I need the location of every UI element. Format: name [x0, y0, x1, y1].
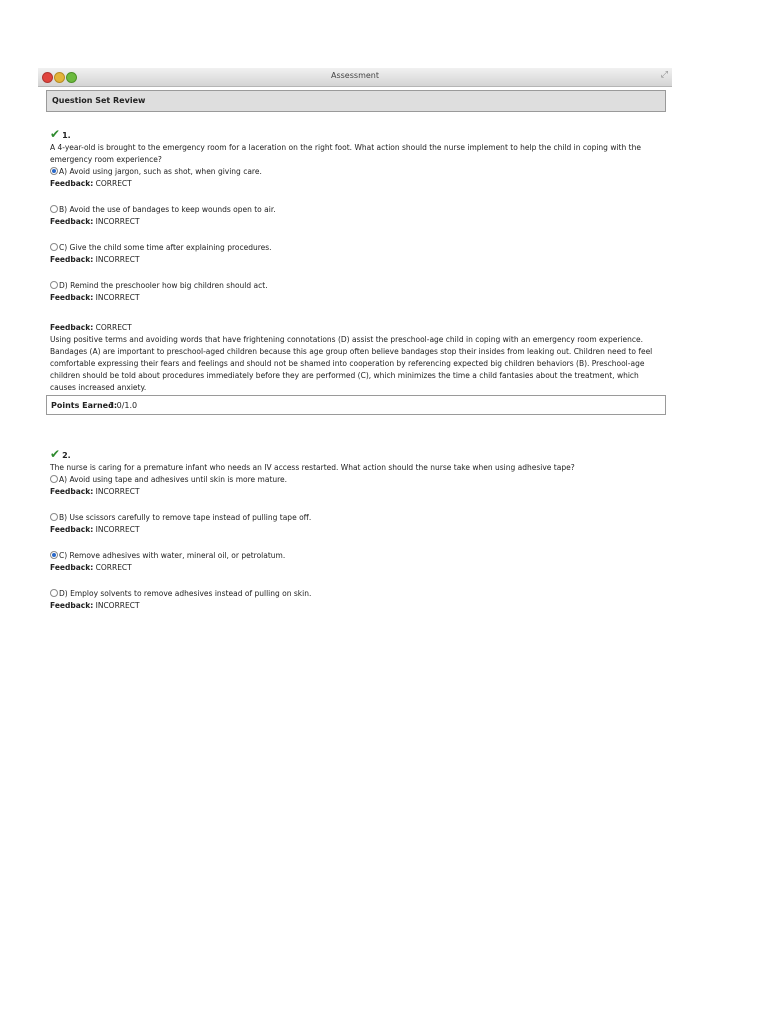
option-label: C) Remove adhesives with water, mineral oil, or petrolatum.	[59, 551, 286, 560]
option-c[interactable]	[50, 550, 660, 562]
assessment-window	[38, 68, 672, 630]
radio-icon[interactable]	[50, 243, 58, 251]
summary-feedback: Feedback: CORRECT	[50, 323, 132, 332]
option-b[interactable]	[50, 512, 660, 524]
checkmark-icon: ✔	[50, 447, 61, 461]
option-label: B) Use scissors carefully to remove tape instead of pulling tape off.	[59, 513, 312, 522]
points-label: Points Earned:	[51, 401, 118, 410]
option-label: A) Avoid using tape and adhesives until skin is more mature.	[59, 475, 288, 484]
radio-selected-icon[interactable]	[50, 167, 58, 175]
option-a[interactable]	[50, 166, 660, 178]
option-feedback: Feedback: INCORRECT	[50, 293, 140, 302]
option-feedback: Feedback: INCORRECT	[50, 255, 140, 264]
option-d[interactable]	[50, 280, 660, 292]
question-stem: The nurse is caring for a premature infant who needs an IV access restarted. What action should the nurse take when using adhesive tape?	[50, 463, 575, 472]
option-label: B) Avoid the use of bandages to keep wounds open to air.	[59, 205, 276, 214]
option-d[interactable]	[50, 588, 660, 600]
radio-icon[interactable]	[50, 589, 58, 597]
checkmark-icon: ✔	[50, 127, 61, 141]
option-label: D) Remind the preschooler how big children should act.	[59, 281, 268, 290]
question-number: 1.	[62, 131, 71, 140]
radio-selected-icon[interactable]	[50, 551, 58, 559]
radio-icon[interactable]	[50, 205, 58, 213]
option-label: A) Avoid using jargon, such as shot, when giving care.	[59, 167, 262, 176]
option-feedback: Feedback: INCORRECT	[50, 525, 140, 534]
option-feedback: Feedback: INCORRECT	[50, 217, 140, 226]
resize-icon[interactable]: ⤢	[660, 70, 668, 80]
title-bar	[38, 68, 672, 87]
radio-icon[interactable]	[50, 475, 58, 483]
question-stem: A 4-year-old is brought to the emergency room for a laceration on the right foot. What action should the nurse implement to help the child in coping with the emergency room experience?	[50, 143, 641, 164]
points-value: 1.0/1.0	[109, 401, 138, 410]
option-feedback: Feedback: CORRECT	[50, 179, 132, 188]
window-title: Assessment	[331, 71, 379, 80]
option-feedback: Feedback: INCORRECT	[50, 487, 140, 496]
option-feedback: Feedback: INCORRECT	[50, 601, 140, 610]
option-c[interactable]	[50, 242, 660, 254]
question-set-header	[46, 90, 666, 112]
radio-icon[interactable]	[50, 513, 58, 521]
question-set-title: Question Set Review	[52, 96, 146, 105]
question-number: 2.	[62, 451, 71, 460]
option-label: C) Give the child some time after explaining procedures.	[59, 243, 272, 252]
option-feedback: Feedback: CORRECT	[50, 563, 132, 572]
rationale-text: Using positive terms and avoiding words that have frightening connotations (D) assist the preschool-age child in coping with an emergency room experience. Bandages (A) are important to preschool-aged children because this age group often believe bandages stop their insides from leaking out. Children need to feel comfortable expressing their fears and feelings and should not be shamed into cooperation by referencing expected big children behaviors (B). Preschool-age children should be told about procedures immediately before they are performed (C), which minimizes the time a child fantasies about the treatment, which causes increased anxiety.	[50, 335, 653, 392]
question-2	[50, 448, 660, 612]
radio-icon[interactable]	[50, 281, 58, 289]
option-a[interactable]	[50, 474, 660, 486]
option-label: D) Employ solvents to remove adhesives instead of pulling on skin.	[59, 589, 312, 598]
points-earned-box	[46, 395, 666, 415]
question-1	[50, 128, 660, 394]
option-b[interactable]	[50, 204, 660, 216]
